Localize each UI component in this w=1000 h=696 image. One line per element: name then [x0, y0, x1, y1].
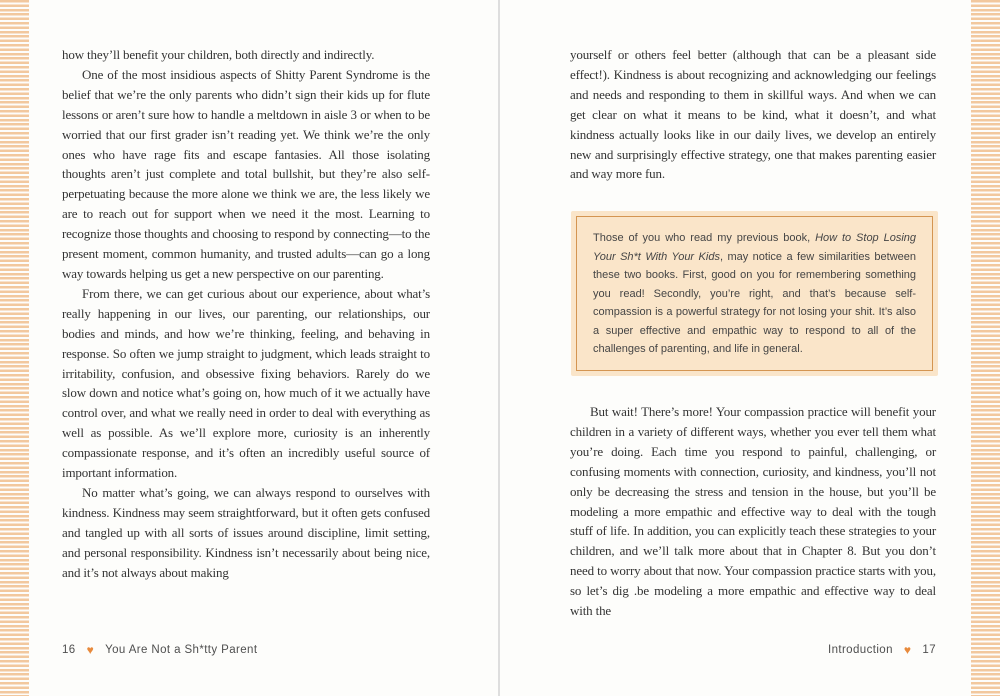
heart-icon: ♥ [86, 643, 95, 657]
heart-icon: ♥ [903, 643, 912, 657]
right-page-number: 17 [922, 644, 936, 656]
right-page-body-text-top [570, 45, 936, 184]
decorative-stripes-right [971, 0, 1000, 696]
paragraph: One of the most insidious aspects of Shitty Parent Syndrome is the belief that we’re the only parents who didn’t sign their kids up for flute lessons or aren’t sure how to handle a meltdown in aisle 3 or when to be worried that our first grader isn’t reading yet. We think we’re the only ones who have rage fits and escape fantasies. All those isolating thoughts aren’t just complete and total bullshit, but they’re also self-perpetuating because the more alone we think we are, the less likely we are to reach out for support when we need it the most. Learning to recognize those thoughts and choosing to respond by connecting—to the present moment, common humanity, and trusted adults—can go a long way towards helping us get a new perspective on our parenting. [62, 66, 430, 281]
left-page-footer [62, 644, 257, 656]
chapter-label-running-footer: Introduction [827, 644, 893, 656]
paragraph: From there, we can get curious about our experience, about what’s really happening in our lives, our parenting, our relationships, our bodies and minds, and how we’re thinking, feeling, and behaving in response. So often we jump straight to judgment, which leads straight to irritability, confusion, and obsessive fixing behaviors. Rarely do we slow down and notice what’s going on, how much of it we actually have control over, and what we really need in order to deal with everything as well as possible. As we’ll explore more, curiosity is an inherently compassionate response, and it’s often an incredibly useful source of important information. [62, 285, 430, 481]
paragraph: yourself or others feel better (although that can be a pleasant side effect!). Kindness is about recognizing and acknowledging our feelings and needs and responding to them in skillful ways. And when we can get clear on what it means to be kind, what it doesn’t, and what kindness actually looks like in our daily lives, we develop an entirely new and surprisingly effective strategy, one that makes parenting easier and way more fun. [570, 47, 936, 182]
left-page-body-text [62, 45, 430, 582]
right-page-body-text-bottom [570, 402, 936, 621]
callout-text-pre: Those of you who read my previous book, [593, 232, 816, 244]
callout-text-post: , may notice a few similarities between these two books. First, good on you for remembering something you read! Secondly, you’re right, and that’s because self-compassion is a powerful strategy for not losing your shit. It’s also a super effective and empathic way to respond to all of the challenges of parenting, and life in general. [593, 250, 916, 355]
paragraph: But wait! There’s more! Your compassion practice will benefit your children in a variety of different ways, whether you ever tell them what you’re doing. Each time you respond to painful, challenging, or confusing moments with connection, curiosity, and kindness, you’ll not only be decreasing the stress and tension in the house, but you’ll be modeling a more empathic and effective way to deal with the tough stuff of life. In addition, you can explicitly teach these strategies to your children, and we’ll talk more about that in Chapter 8. But you don’t need to worry about that now. Your compassion practice starts with you, so let’s dig .be modeling a more empathic and effective way to deal with the [570, 404, 936, 619]
decorative-stripes-left [0, 0, 29, 696]
left-page-number: 16 [62, 644, 76, 656]
page-gutter-line [498, 0, 500, 696]
right-page-footer [828, 644, 936, 656]
callout-box-text [576, 216, 933, 371]
paragraph: No matter what’s going, we can always respond to ourselves with kindness. Kindness may seem straightforward, but it often gets confused and tangled up with all sorts of issues around discipline, limit setting, and personal responsibility. Kindness isn’t necessarily about being nice, and it’s not always about making [62, 484, 430, 580]
paragraph: how they’ll benefit your children, both directly and indirectly. [62, 47, 375, 62]
callout-box [571, 211, 938, 376]
callout-book-title: How to Stop Losing Your Sh*t With Your Kids [593, 232, 916, 263]
book-title-running-footer: You Are Not a Sh*tty Parent [105, 644, 258, 656]
